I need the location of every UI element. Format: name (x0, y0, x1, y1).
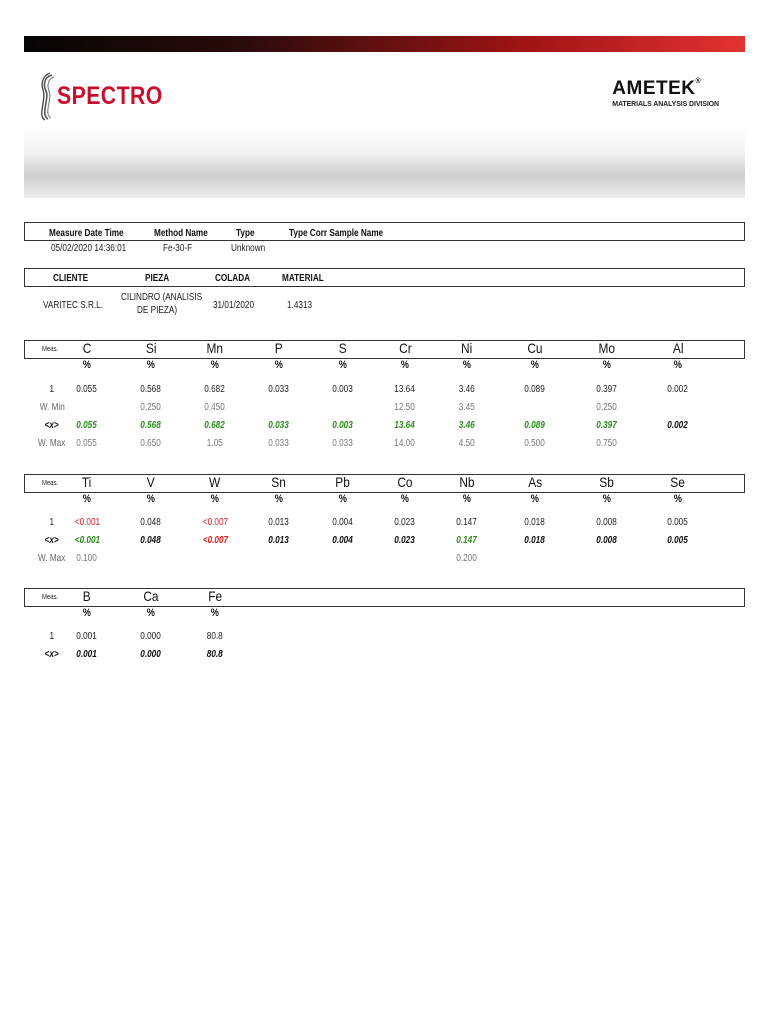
wmax-value-ni: 4.50 (459, 438, 475, 449)
row1-value-ca: 0.000 (140, 631, 162, 642)
row1-value-sb: 0.008 (596, 517, 618, 528)
unit-label: % (82, 493, 92, 505)
unit-label: % (530, 493, 540, 505)
info-header-box-1 (24, 222, 745, 241)
element-header-co: Co (397, 474, 413, 490)
unit-label: % (530, 359, 540, 371)
cliente-value: VARITEC S.R.L. (43, 300, 104, 311)
pieza-value-line2: DE PIEZA) (137, 305, 178, 316)
row-label-wmax: W. Max (38, 438, 66, 449)
avg-value-s: 0.003 (332, 420, 354, 431)
avg-value-fe: 80.8 (207, 649, 223, 660)
unit-label: % (338, 359, 348, 371)
wmax-value-cu: 0.500 (524, 438, 546, 449)
wmin-value-ni: 3.45 (459, 402, 475, 413)
row-label-1: 1 (49, 384, 55, 395)
unit-label: % (602, 359, 612, 371)
spectro-logo (40, 70, 181, 122)
material-label: MATERIAL (282, 273, 324, 284)
avg-value-cr: 13.64 (394, 420, 416, 431)
unit-label: % (602, 493, 612, 505)
spectro-logo-text: SPECTRO (57, 81, 163, 110)
avg-value-ca: 0.000 (140, 649, 162, 660)
element-header-cu: Cu (527, 340, 543, 356)
unit-label: % (462, 359, 472, 371)
element-header-b: B (83, 588, 91, 604)
unit-label: % (210, 359, 220, 371)
row1-value-se: 0.005 (667, 517, 689, 528)
avg-value-ti: <0.001 (74, 535, 100, 546)
meas-label: Meas. (42, 480, 59, 487)
avg-value-ni: 3.46 (459, 420, 475, 431)
info-header-box-2 (24, 268, 745, 287)
wmax-value-pb (313, 553, 373, 564)
wmax-value-c: 0.055 (76, 438, 98, 449)
spectro-mark-icon (40, 71, 56, 121)
avg-value-as: 0.018 (524, 535, 546, 546)
element-header-v: V (147, 474, 155, 490)
avg-value-co: 0.023 (394, 535, 416, 546)
ametek-logo-text: AMETEK (612, 78, 696, 99)
avg-value-p: 0.033 (268, 420, 290, 431)
wmax-value-s: 0.033 (332, 438, 354, 449)
wmax-value-se (648, 553, 708, 564)
unit-label: % (400, 359, 410, 371)
row-label-wmin: W. Min (39, 402, 65, 413)
unit-label: % (146, 359, 156, 371)
type-corr-label: Type Corr Sample Name (289, 228, 384, 239)
avg-value-se: 0.005 (667, 535, 689, 546)
meas-label: Meas. (42, 346, 59, 353)
row-label-avg: <x> (44, 420, 60, 431)
row1-value-c: 0.055 (76, 384, 98, 395)
row1-value-mn: 0.682 (204, 384, 226, 395)
unit-label: % (210, 607, 220, 619)
element-header-pb: Pb (335, 474, 351, 490)
row-label-avg: <x> (44, 649, 60, 660)
unit-label: % (462, 493, 472, 505)
header-color-bar (24, 36, 745, 52)
row1-value-pb: 0.004 (332, 517, 354, 528)
avg-value-c: 0.055 (76, 420, 98, 431)
element-header-sn: Sn (271, 474, 287, 490)
wmax-value-as (505, 553, 565, 564)
element-header-nb: Nb (459, 474, 475, 490)
wmin-value-mn: 0.450 (204, 402, 226, 413)
row1-value-mo: 0.397 (596, 384, 618, 395)
wmax-value-al (648, 438, 708, 449)
element-header-al: Al (672, 340, 684, 356)
row-label-1: 1 (49, 631, 55, 642)
element-header-cr: Cr (398, 340, 412, 356)
wmin-value-p (249, 402, 309, 413)
unit-label: % (82, 607, 92, 619)
row1-value-ni: 3.46 (459, 384, 475, 395)
wmin-value-cu (505, 402, 565, 413)
element-header-p: P (275, 340, 283, 356)
row1-value-co: 0.023 (394, 517, 416, 528)
row-label-avg: <x> (44, 535, 60, 546)
wmax-value-w (185, 553, 245, 564)
row1-value-si: 0.568 (140, 384, 162, 395)
wmax-value-mn: 1.05 (207, 438, 223, 449)
element-header-sb: Sb (599, 474, 615, 490)
wmax-value-co (375, 553, 435, 564)
unit-label: % (210, 493, 220, 505)
element-header-c: C (82, 340, 92, 356)
wmax-value-si: 0.650 (140, 438, 162, 449)
wmin-value-al (648, 402, 708, 413)
row1-value-cr: 13.64 (394, 384, 416, 395)
wmax-value-cr: 14.00 (394, 438, 416, 449)
avg-value-sb: 0.008 (596, 535, 618, 546)
avg-value-al: 0.002 (667, 420, 689, 431)
unit-label: % (274, 359, 284, 371)
element-header-fe: Fe (208, 588, 222, 604)
avg-value-cu: 0.089 (524, 420, 546, 431)
element-header-mn: Mn (206, 340, 224, 356)
element-header-s: S (339, 340, 347, 356)
unit-label: % (400, 493, 410, 505)
unit-label: % (673, 493, 683, 505)
unit-label: % (673, 359, 683, 371)
avg-value-b: 0.001 (76, 649, 98, 660)
element-header-ni: Ni (461, 340, 473, 356)
measure-date-value: 05/02/2020 14:36:01 (51, 243, 127, 254)
method-name-value: Fe-30-F (163, 243, 193, 254)
unit-label: % (146, 493, 156, 505)
type-value: Unknown (231, 243, 266, 254)
element-header-ti: Ti (82, 474, 92, 490)
element-header-mo: Mo (598, 340, 616, 356)
wmax-value-v (121, 553, 181, 564)
row1-value-w: <0.007 (202, 517, 228, 528)
colada-label: COLADA (215, 273, 251, 284)
row1-value-cu: 0.089 (524, 384, 546, 395)
unit-label: % (146, 607, 156, 619)
material-value: 1.4313 (287, 300, 313, 311)
wmax-value-p: 0.033 (268, 438, 290, 449)
wmax-value-ti: 0.100 (76, 553, 98, 564)
avg-value-v: 0.048 (140, 535, 162, 546)
wmin-value-si: 0.250 (140, 402, 162, 413)
pieza-value-line1: CILINDRO (ANALISIS (121, 292, 203, 303)
avg-value-si: 0.568 (140, 420, 162, 431)
wmax-value-nb: 0.200 (456, 553, 478, 564)
type-label: Type (236, 228, 255, 239)
meas-label: Meas. (42, 594, 59, 601)
row1-value-fe: 80.8 (207, 631, 223, 642)
cliente-label: CLIENTE (53, 273, 89, 284)
wmax-value-sb (577, 553, 637, 564)
measure-date-label: Measure Date Time (49, 228, 124, 239)
row1-value-sn: 0.013 (268, 517, 290, 528)
avg-value-pb: 0.004 (332, 535, 354, 546)
ametek-logo-subtitle: MATERIALS ANALYSIS DIVISION (612, 101, 719, 108)
report-header (24, 36, 745, 198)
avg-value-nb: 0.147 (456, 535, 478, 546)
wmin-value-mo: 0.250 (596, 402, 618, 413)
element-header-ca: Ca (143, 588, 159, 604)
avg-value-mo: 0.397 (596, 420, 618, 431)
element-header-se: Se (670, 474, 686, 490)
ametek-logo: AMETEK® MATERIALS ANALYSIS DIVISION (612, 78, 719, 108)
row1-value-b: 0.001 (76, 631, 98, 642)
row-label-wmax: W. Max (38, 553, 66, 564)
method-name-label: Method Name (154, 228, 208, 239)
wmax-value-sn (249, 553, 309, 564)
element-header-si: Si (145, 340, 157, 356)
pieza-label: PIEZA (145, 273, 170, 284)
row1-value-ti: <0.001 (74, 517, 100, 528)
row1-value-p: 0.033 (268, 384, 290, 395)
wmin-value-s (313, 402, 373, 413)
avg-value-w: <0.007 (202, 535, 228, 546)
unit-label: % (82, 359, 92, 371)
wmin-value-cr: 12.50 (394, 402, 416, 413)
element-header-as: As (528, 474, 542, 490)
unit-label: % (274, 493, 284, 505)
row1-value-v: 0.048 (140, 517, 162, 528)
unit-label: % (338, 493, 348, 505)
row1-value-s: 0.003 (332, 384, 354, 395)
row-label-1: 1 (49, 517, 55, 528)
wmax-value-mo: 0.750 (596, 438, 618, 449)
row1-value-as: 0.018 (524, 517, 546, 528)
colada-value: 31/01/2020 (213, 300, 255, 311)
avg-value-sn: 0.013 (268, 535, 290, 546)
row1-value-al: 0.002 (667, 384, 689, 395)
avg-value-mn: 0.682 (204, 420, 226, 431)
row1-value-nb: 0.147 (456, 517, 478, 528)
element-header-w: W (209, 474, 221, 490)
